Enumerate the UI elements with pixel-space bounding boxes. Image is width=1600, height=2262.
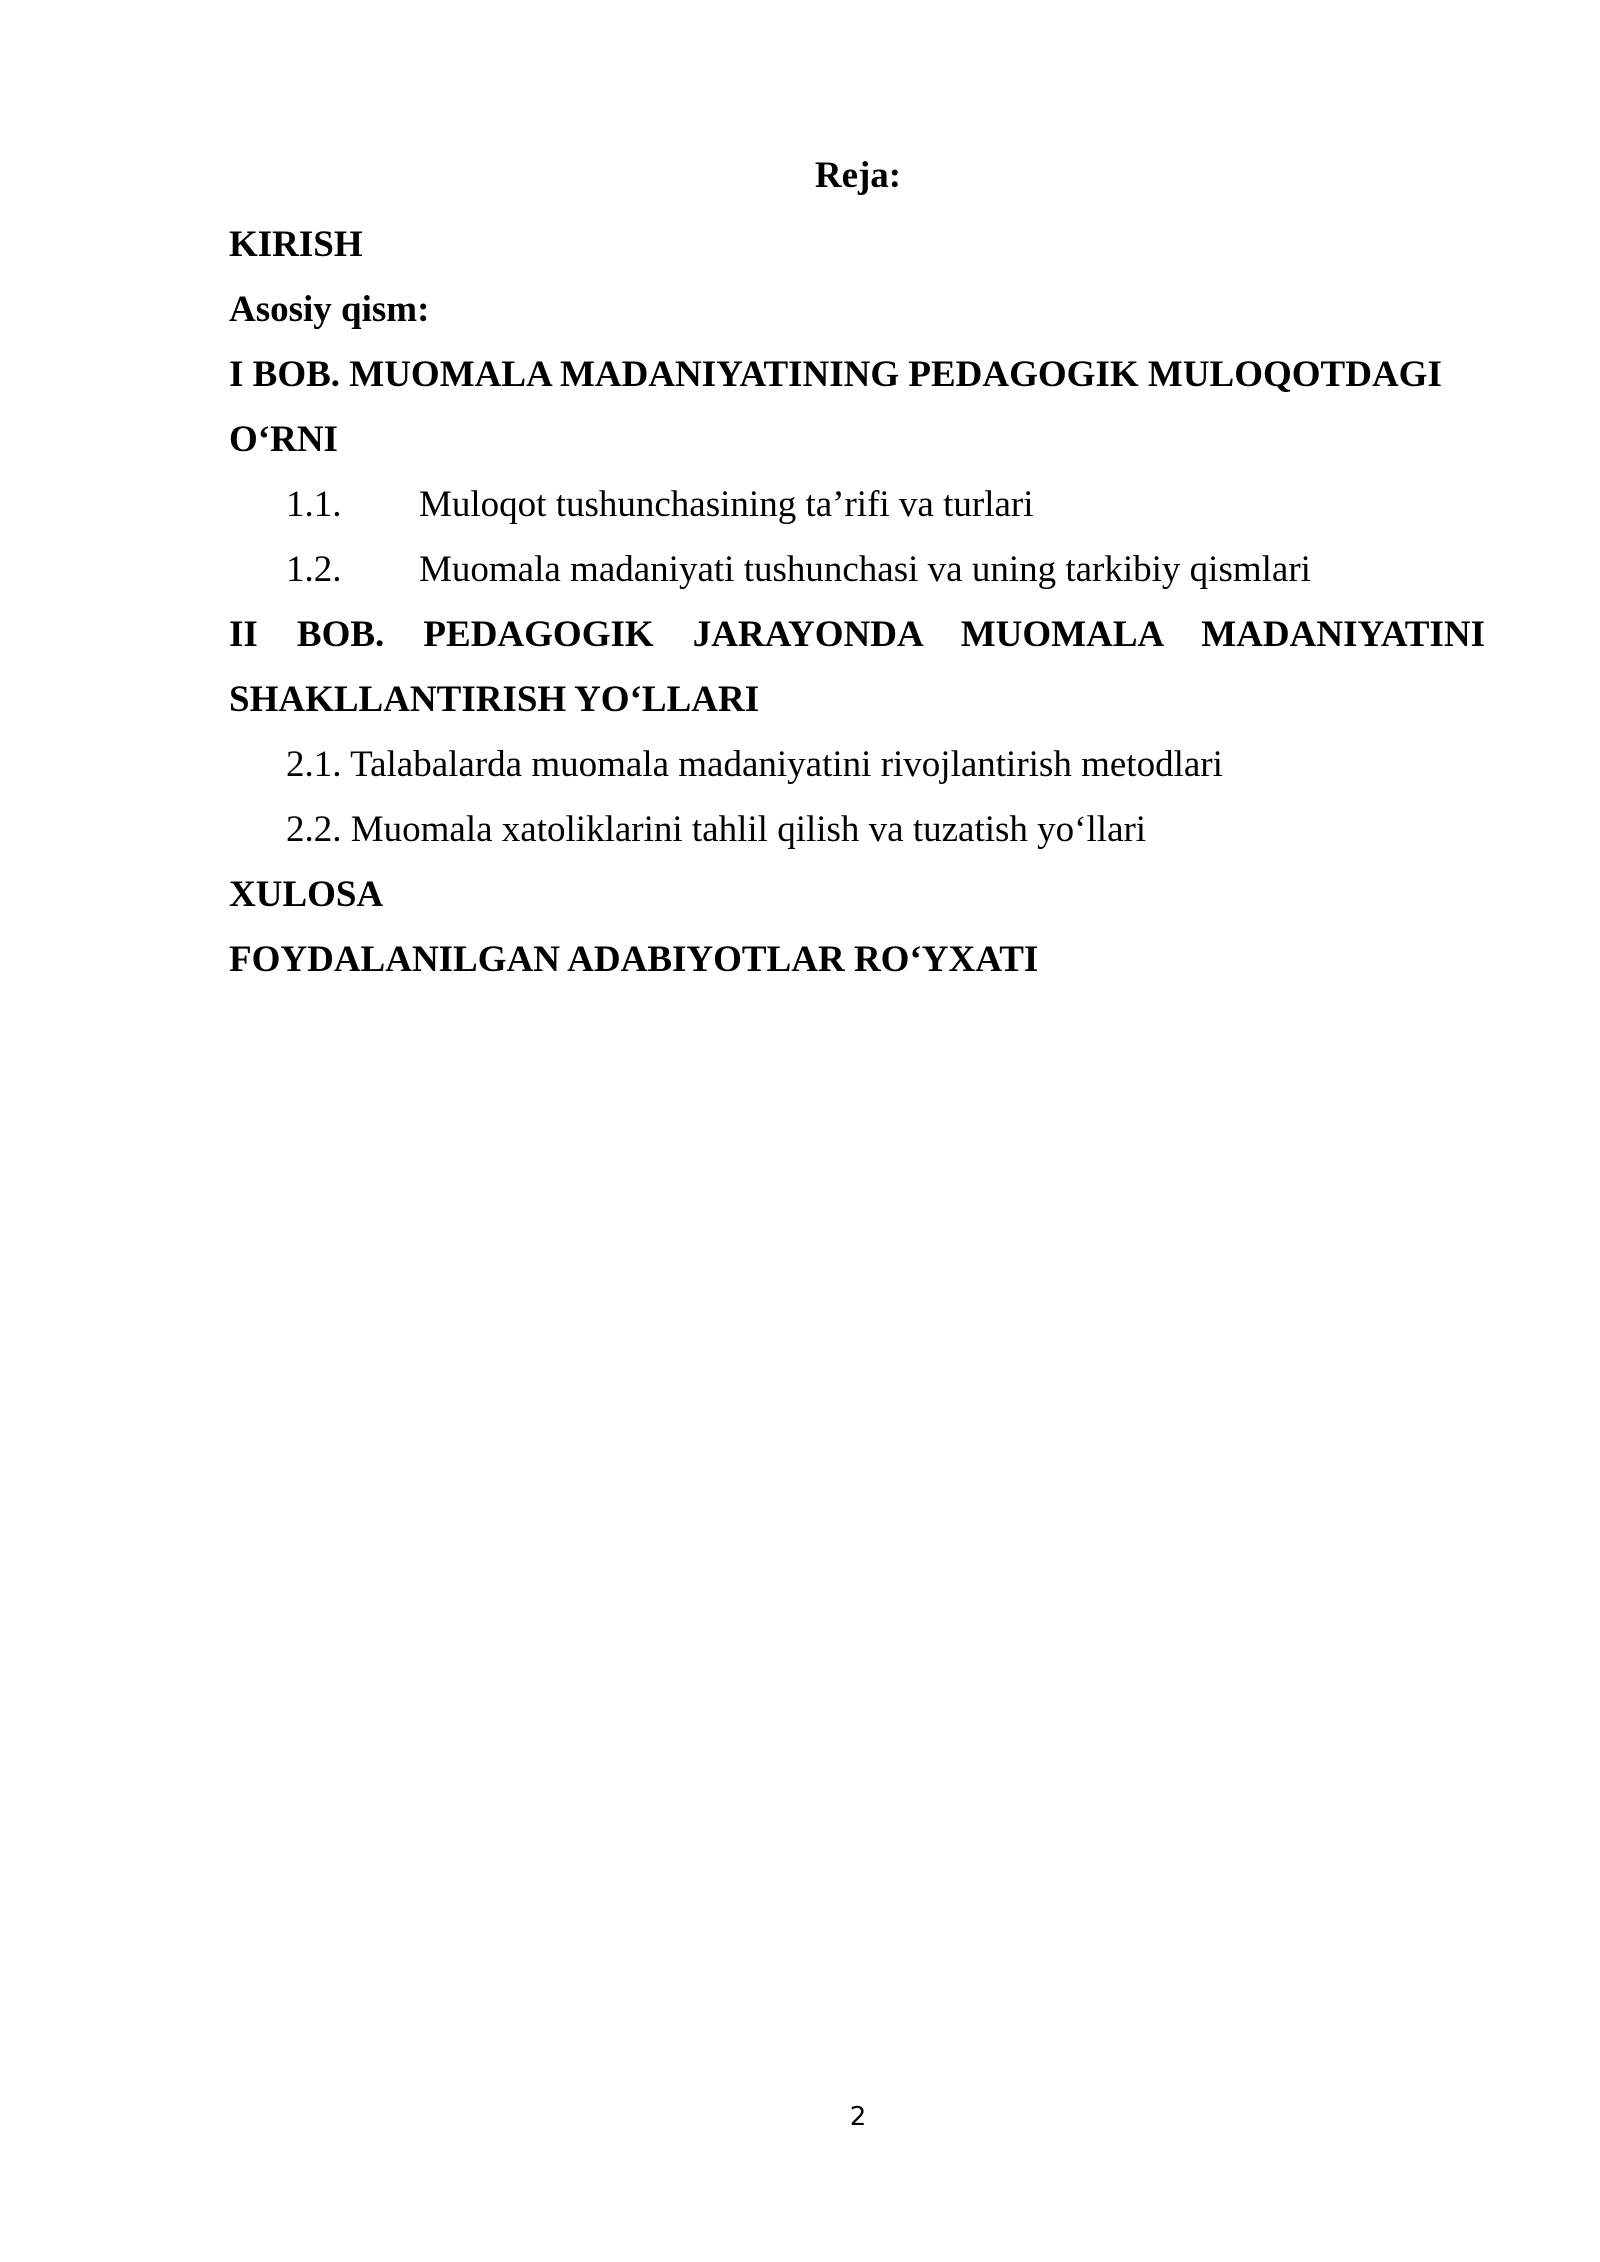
toc-intro: KIRISH [229,224,363,265]
toc-section-2-2: 2.2. Muomala xatoliklarini tahlil qilish va tuzatish yo‘llari [286,809,1147,850]
toc-chapter2-title-line2: SHAKLLANTIRISH YO‘LLARI [229,679,760,720]
toc-chapter2-title-line1: II BOB. PEDAGOGIK JARAYONDA MUOMALA MADANIYATINI [229,614,1485,655]
plan-title: Reja: [814,155,902,196]
toc-section-2-1: 2.1. Talabalarda muomala madaniyatini rivojlantirish metodlari [286,744,1223,785]
toc-section-1-2 [229,537,1485,602]
section-number: 1.2. [286,549,342,590]
toc-references: FOYDALANILGAN ADABIYOTLAR RO‘YXATI [229,939,1039,980]
toc-section-1-1 [229,472,1485,537]
page-number: 2 [849,2102,867,2132]
toc-conclusion: XULOSA [229,874,384,915]
table-of-contents [229,212,1485,992]
section-title: Muomala madaniyati tushunchasi va uning tarkibiy qismlari [419,549,1311,590]
toc-main-part-label: Asosiy qism: [229,289,430,330]
toc-chapter1-title-line1: I BOB. MUOMALA MADANIYATINING PEDAGOGIK MULOQOTDAGI [229,354,1442,395]
section-number: 1.1. [286,484,342,525]
section-title: Muloqot tushunchasining ta’rifi va turlari [419,484,1034,525]
toc-chapter1-title-line2: O‘RNI [229,419,338,460]
